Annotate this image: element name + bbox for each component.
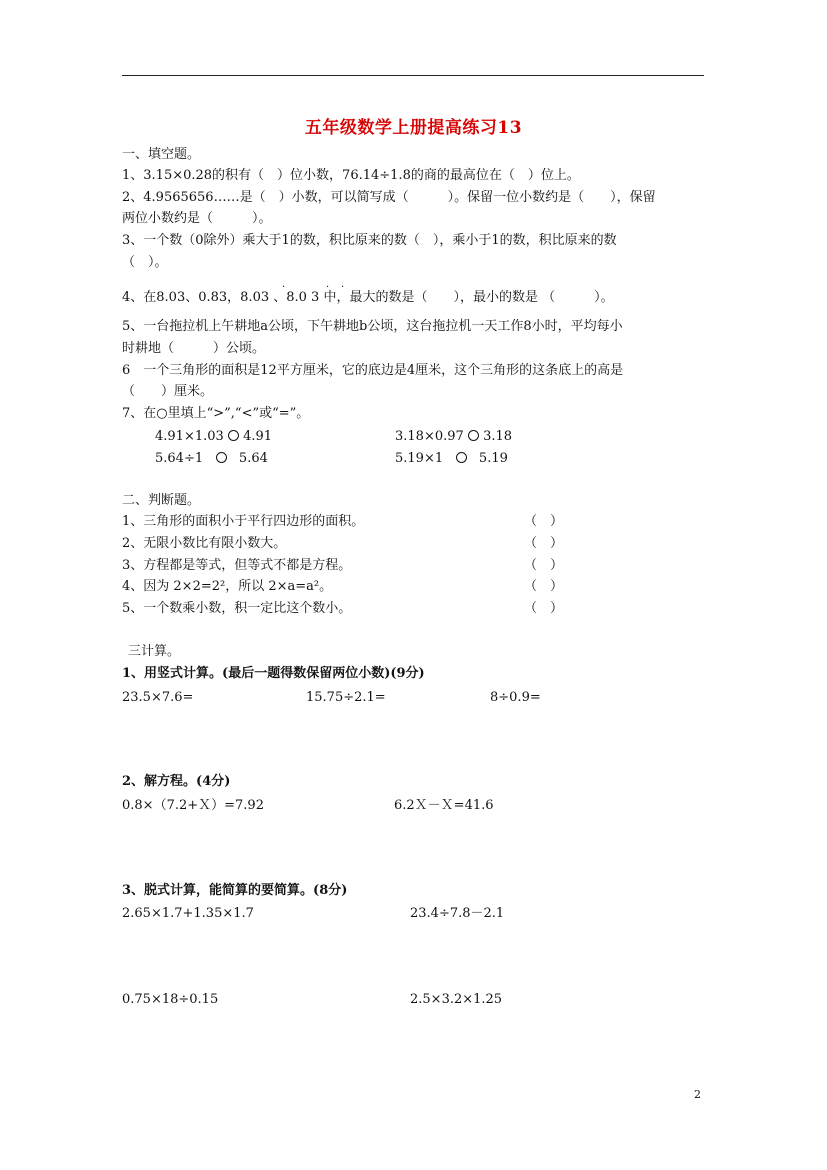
expression: 8÷0.9= — [490, 690, 541, 705]
answer-paren[interactable]: （ ） — [524, 536, 564, 551]
compare-item — [155, 450, 268, 468]
expression: 2.5×3.2×1.25 — [410, 992, 503, 1007]
blank-circle-icon[interactable] — [468, 430, 479, 441]
repeating-dot-mark: · — [341, 282, 345, 293]
judge-item: 5、一个数乘小数，积一定比这个数小。 — [122, 601, 352, 616]
question-1-2-line-1: 2、4.9565656……是（ ）小数，可以简写成（ ）。保留一位小数约是（ ），保留 — [122, 190, 656, 205]
repeating-dot-mark: · — [282, 282, 286, 293]
blank-circle-icon[interactable] — [456, 452, 467, 463]
compare-item — [395, 450, 508, 468]
question-1-2-line-2: 两位小数约是（ ）。 — [122, 211, 272, 226]
compare-left: 5.19×1 — [395, 451, 444, 466]
compare-right: 5.64 — [238, 451, 268, 466]
compare-right: 3.18 — [483, 429, 513, 444]
expression: 0.75×18÷0.15 — [122, 992, 219, 1007]
section-2-heading: 二、判断题。 — [122, 493, 201, 508]
question-1-7: 7、在○里填上“>”,“<”或“=”。 — [122, 406, 310, 421]
question-1-5-line-1: 5、一台拖拉机上午耕地a公顷，下午耕地b公顷，这台拖拉机一天工作8小时，平均每小 — [122, 319, 623, 334]
expression: 23.4÷7.8－2.1 — [410, 906, 505, 921]
question-1-4: 4、在8.03、0.83，8.03 、8.0 3 中，最大的数是（ ），最小的数是 （ ）。 — [122, 290, 614, 305]
answer-paren[interactable]: （ ） — [524, 558, 564, 573]
blank-circle-icon[interactable] — [228, 430, 239, 441]
expression: 15.75÷2.1= — [306, 690, 386, 705]
judge-item: 1、三角形的面积小于平行四边形的面积。 — [122, 514, 365, 529]
section-1-heading: 一、填空题。 — [122, 147, 201, 162]
compare-item — [155, 428, 272, 446]
answer-paren[interactable]: （ ） — [524, 514, 564, 529]
equation: 0.8×（7.2+Ｘ）=7.92 — [122, 798, 264, 813]
judge-item: 2、无限小数比有限小数大。 — [122, 536, 287, 551]
header-rule — [122, 75, 704, 76]
question-1-3-line-2: （ ）。 — [122, 255, 168, 270]
compare-left: 4.91×1.03 — [155, 429, 224, 444]
compare-item — [395, 428, 512, 446]
question-1-3-line-1: 3、一个数（0除外）乘大于1的数，积比原来的数（ ），乘小于1的数，积比原来的数 — [122, 233, 617, 248]
part-3-heading: 3、脱式计算，能简算的要简算。(8分) — [122, 883, 348, 898]
page-title: 五年级数学上册提高练习13 — [304, 118, 523, 138]
answer-paren[interactable]: （ ） — [524, 601, 564, 616]
question-1-1: 1、3.15×0.28的积有（ ）位小数，76.14÷1.8的商的最高位在（ ）位上。 — [122, 168, 580, 183]
judge-item: 3、方程都是等式，但等式不都是方程。 — [122, 558, 352, 573]
compare-right: 4.91 — [243, 429, 273, 444]
question-1-5-line-2: 时耕地（ ）公顷。 — [122, 341, 266, 356]
answer-paren[interactable]: （ ） — [524, 579, 564, 594]
page-number: 2 — [694, 1088, 701, 1101]
section-3-heading: 三计算。 — [128, 644, 181, 659]
judge-item: 4、因为 2×2=2²，所以 2×a=a²。 — [122, 579, 333, 594]
expression: 23.5×7.6= — [122, 690, 194, 705]
compare-right: 5.19 — [478, 451, 508, 466]
compare-left: 3.18×0.97 — [395, 429, 464, 444]
expression: 2.65×1.7+1.35×1.7 — [122, 906, 254, 921]
repeating-dot-mark: · — [326, 282, 330, 293]
blank-circle-icon[interactable] — [216, 452, 227, 463]
equation: 6.2Ｘ－Ｘ=41.6 — [394, 798, 494, 813]
question-1-6-line-2: （ ）厘米。 — [122, 384, 214, 399]
part-1-heading: 1、用竖式计算。(最后一题得数保留两位小数)(9分) — [122, 666, 425, 681]
compare-left: 5.64÷1 — [155, 451, 204, 466]
part-2-heading: 2、解方程。(4分) — [122, 774, 231, 789]
question-1-6-line-1: 6 一个三角形的面积是12平方厘米，它的底边是4厘米，这个三角形的这条底上的高是 — [122, 363, 624, 378]
